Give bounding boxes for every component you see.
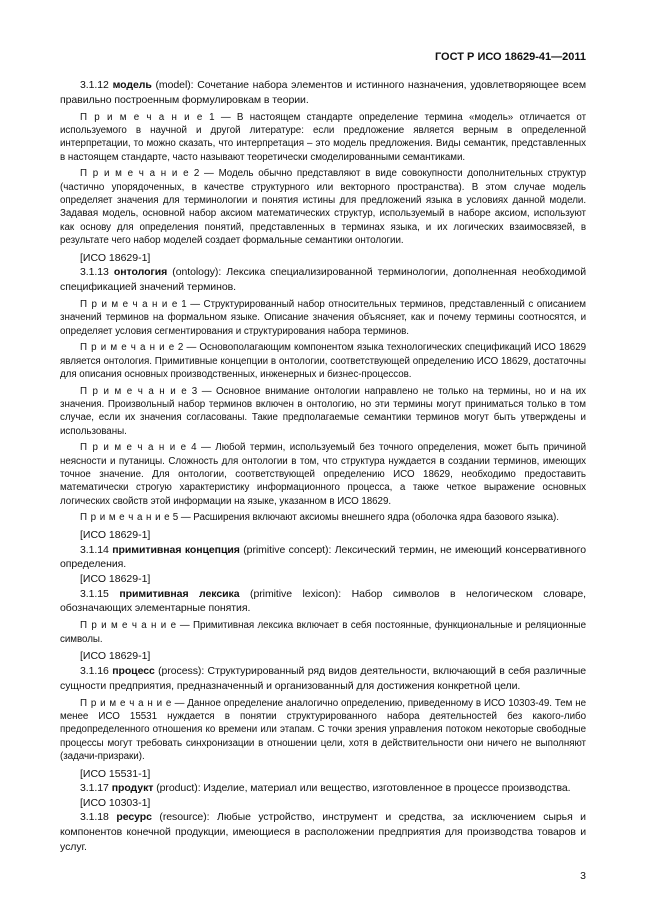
source-reference: [ИСО 15531-1] bbox=[80, 767, 151, 780]
note-label: П р и м е ч а н и е bbox=[80, 168, 190, 180]
term-entry-3-1-14 bbox=[60, 543, 586, 572]
note-3-1-12-1 bbox=[60, 111, 586, 164]
note-label: П р и м е ч а н и е bbox=[80, 298, 178, 310]
term-name: примитивная концепция bbox=[112, 543, 240, 556]
term-entry-3-1-15 bbox=[60, 587, 586, 616]
term-definition: (ontology): Лексика специализированной терминологии, дополненная необходимой спецификацией значений терминов. bbox=[60, 266, 587, 293]
source-reference: [ИСО 10303-1] bbox=[80, 796, 151, 809]
term-entry-3-1-12 bbox=[60, 78, 586, 107]
term-entry-3-1-18 bbox=[60, 810, 586, 854]
term-number: 3.1.14 bbox=[80, 543, 109, 556]
note-label: П р и м е ч а н и е bbox=[80, 111, 203, 123]
note-3-1-13-4 bbox=[60, 441, 586, 507]
term-definition: (model): Сочетание набора элементов и истинного назначения, удовлетворяющее всем правильно построенным формулировкам в теории. bbox=[60, 79, 586, 106]
term-name: продукт bbox=[111, 782, 154, 795]
note-3-1-13-1 bbox=[60, 298, 586, 338]
term-definition: (primitive concept): Лексический термин, не имеющий консервативного определения. bbox=[60, 543, 586, 571]
note-label: П р и м е ч а н и е bbox=[80, 442, 187, 454]
note-label: П р и м е ч а н и е bbox=[80, 620, 177, 632]
term-entry-3-1-13 bbox=[60, 265, 586, 294]
term-entry-3-1-16 bbox=[60, 664, 586, 693]
note-label: П р и м е ч а н и е bbox=[80, 342, 175, 354]
term-number: 3.1.13 bbox=[80, 266, 109, 279]
term-number: 3.1.15 bbox=[80, 587, 109, 600]
term-name: ресурс bbox=[116, 811, 152, 824]
note-label: П р и м е ч а н и е bbox=[80, 385, 188, 397]
term-definition: (product): Изделие, материал или вещество, изготовленное в процессе производства. bbox=[156, 782, 571, 795]
term-number: 3.1.16 bbox=[80, 664, 109, 677]
term-definition: (resource): Любые устройство, инструмент и средства, за исключением сырья и компонентов конечной продукции, имеющиеся в расположении предприятия для производства товаров и услуг. bbox=[60, 811, 586, 853]
note-label: П р и м е ч а н и е bbox=[80, 512, 171, 524]
note-text: 1 — В настоящем стандарте определение термина «модель» отличается от используемого в научной и другой литературе: если предложение является верным в определенной интерпретации, то можно сказать, что интерпретация – это модель предложения. Виды семантик, представленных в настоящем стандарте, часто называют теоретически смоделированными семантиками. bbox=[60, 111, 587, 163]
term-number: 3.1.18 bbox=[80, 811, 109, 824]
term-definition: (process): Структурированный ряд видов деятельности, включающий в себя различные сущности предприятия, предназначенный и организованный для достижения конкретной цели. bbox=[60, 664, 587, 692]
term-entry-3-1-17 bbox=[60, 781, 586, 796]
note-3-1-12-2 bbox=[60, 167, 586, 247]
note-3-1-16 bbox=[60, 697, 586, 763]
note-label: П р и м е ч а н и е bbox=[80, 697, 172, 709]
source-reference: [ИСО 18629-1] bbox=[80, 251, 151, 264]
note-text: 2 — Модель обычно представляют в виде совокупности дополнительных структур (частично упорядоченных, в качестве структурного или векторного пространства). В этом случае модель определяет значения для терминологии и понятия истины для предложений языка в условиях данной модели. Задавая модель, основной набор аксиом математических структур, используемый в наборе аксиом, используют как основу для определения понятий, представленных в терминах языка, и их логических взаимосвязей, в результате чего набор моделей создает формальные семантики онтологии. bbox=[60, 168, 587, 246]
note-3-1-13-3 bbox=[60, 385, 586, 438]
note-text: — Примитивная лексика включает в себя постоянные, функциональные и реляционные символы. bbox=[60, 620, 587, 645]
note-text: — Данное определение аналогично определению, приведенному в ИСО 10303-49. Тем не менее ИСО 15531 нуждается в понятии структурированного набора деятельностей без какого-либо предопределенного отношения ко времени или этапам. С точки зрения управления потоком некоторые свободные процессы могут требовать синхронизации в отношении цели, хотя в действительности они ничего не выполняют (задачи-призраки). bbox=[60, 697, 587, 762]
note-3-1-13-2 bbox=[60, 341, 586, 381]
standard-designation: ГОСТ Р ИСО 18629-41—2011 bbox=[434, 51, 586, 63]
note-3-1-13-5 bbox=[60, 511, 586, 524]
term-name: модель bbox=[112, 79, 152, 91]
note-3-1-15 bbox=[60, 619, 586, 646]
term-definition: (primitive lexicon): Набор символов в нелогическом словаре, обозначающих элементарные понятия. bbox=[60, 587, 587, 615]
source-reference: [ИСО 18629-1] bbox=[80, 529, 151, 542]
term-name: онтология bbox=[113, 266, 168, 279]
source-reference: [ИСО 18629-1] bbox=[80, 650, 151, 663]
note-text: 2 — Основополагающим компонентом языка технологических спецификаций ИСО 18629 является онтология. Примитивные концепции в онтологии, соответствующей определению ИСО 18629, достаточны для описания основных производственных, инженерных и бизнес-процессов. bbox=[60, 342, 587, 380]
page-number: 3 bbox=[580, 870, 586, 882]
terms-section bbox=[60, 78, 586, 854]
term-name: процесс bbox=[112, 664, 155, 677]
note-text: 3 — Основное внимание онтологии направлено не только на термины, но и на их значения. Произвольный набор терминов включен в онтологию, но эти термины могут приниматься только в том случае, если их значения согласованы. Такие предполагаемые семантики терминов могут быть утверждены и использованы. bbox=[60, 385, 586, 437]
note-text: 1 — Структурированный набор относительных терминов, представленный с описанием значений терминов на формальном языке. Описание значения объясняет, как и почему термины соотносятся, и определяет условия сегментирования и структурирования набора терминов. bbox=[60, 298, 586, 337]
term-number: 3.1.12 bbox=[80, 79, 109, 91]
note-text: 5 — Расширения включают аксиомы внешнего ядра (оболочка ядра базового языка). bbox=[172, 512, 559, 524]
term-name: примитивная лексика bbox=[119, 587, 240, 600]
note-text: 4 — Любой термин, используемый без точного определения, может быть причиной неясности и путаницы. Сложность для онтологии в том, что структура нуждается в создании терминов, имеющих точное значение. Для онтологии, соответствующей определению ИСО 18629, необходимо предоставить математически строгую характеристику информационного процесса, а также четкое выражение основных логических свойств этой информации на языке, указанном в ИСО 18629. bbox=[60, 442, 587, 507]
source-reference: [ИСО 18629-1] bbox=[80, 572, 151, 585]
term-number: 3.1.17 bbox=[80, 782, 109, 795]
